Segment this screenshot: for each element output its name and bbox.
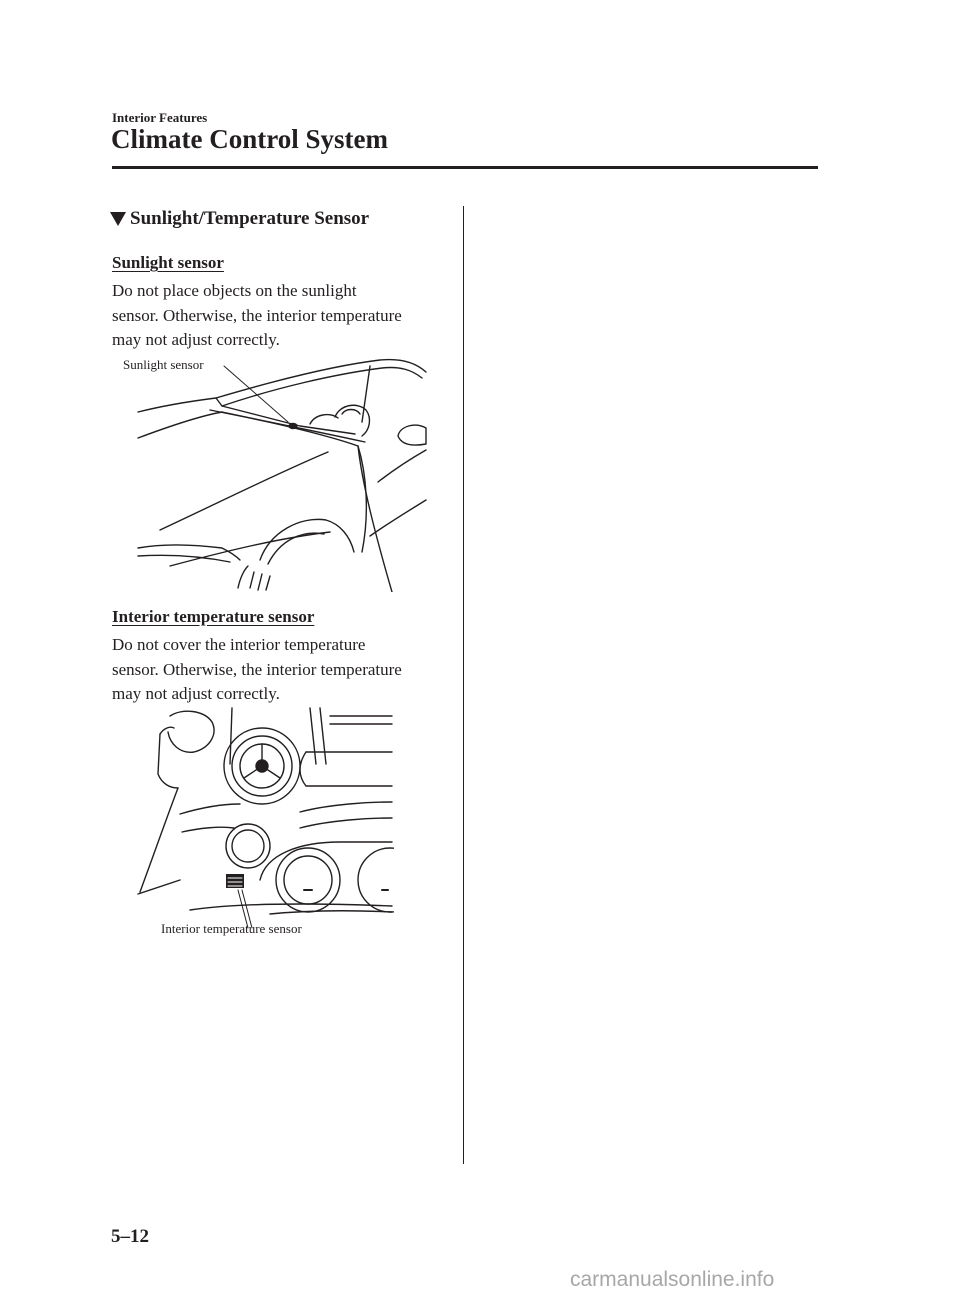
interior-sensor-text [112, 633, 452, 707]
text-line: may not adjust correctly. [112, 684, 280, 703]
triangle-down-icon [110, 212, 126, 226]
section-heading-text: Sunlight/Temperature Sensor [130, 208, 370, 229]
section-label: Interior Features [112, 110, 208, 125]
interior-sensor-illustration [130, 704, 394, 930]
text-line: Do not cover the interior temperature [112, 635, 366, 654]
text-line: may not adjust correctly. [112, 330, 280, 349]
text-line: Do not place objects on the sunlight [112, 281, 357, 300]
interior-sensor-callout: Interior temperature sensor [161, 921, 302, 936]
sunlight-sensor-callout: Sunlight sensor [123, 357, 204, 372]
sunlight-sensor-text [112, 279, 452, 353]
text-line: sensor. Otherwise, the interior temperature [112, 305, 402, 325]
section-heading [110, 208, 369, 230]
interior-sensor-subhead: Interior temperature sensor [112, 607, 315, 626]
text-line: sensor. Otherwise, the interior temperature [112, 659, 402, 679]
watermark: carmanualsonline.info [570, 1268, 775, 1291]
sunlight-sensor-illustration [130, 352, 435, 592]
sunlight-sensor-subhead: Sunlight sensor [112, 253, 224, 272]
title-rule [112, 166, 818, 169]
page-number: 5–12 [111, 1226, 149, 1247]
chapter-title: Climate Control System [111, 124, 388, 154]
column-divider [463, 206, 464, 1164]
